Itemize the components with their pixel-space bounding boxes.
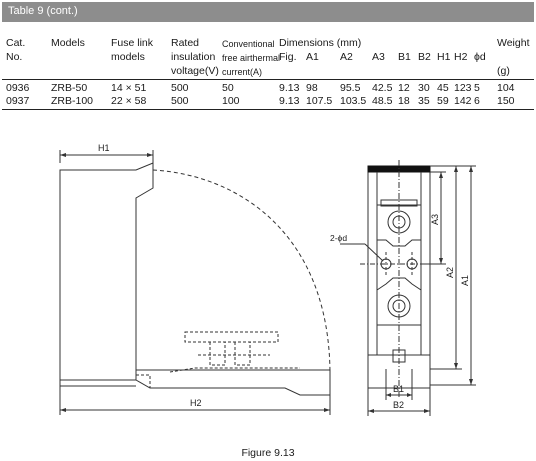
b1-arrow-right <box>407 393 412 397</box>
h1-arrow-left <box>60 153 66 157</box>
row1-fig: 9.13 <box>279 82 300 94</box>
header-rated-3: voltage(V) <box>171 65 219 77</box>
row2-rated: 500 <box>171 95 189 107</box>
h2-label: H2 <box>190 398 202 408</box>
row1-current: 50 <box>222 82 234 94</box>
a3-arrow-bottom <box>439 258 443 264</box>
header-rated-1: Rated <box>171 37 200 49</box>
b1-label: B1 <box>393 384 405 394</box>
header-weight-2: (g) <box>497 65 510 77</box>
header-rated-2: insulation <box>171 51 216 63</box>
base-rail <box>136 370 330 395</box>
b1-arrow-left <box>386 393 391 397</box>
h1-label: H1 <box>98 143 110 153</box>
specification-table <box>0 0 536 140</box>
row2-h2: 142 <box>454 95 472 107</box>
header-h1: H1 <box>437 51 451 63</box>
header-b2: B2 <box>418 51 431 63</box>
row1-a3: 42.5 <box>372 82 393 94</box>
figure-caption: Figure 9.13 <box>241 447 295 459</box>
figure-drawing <box>0 140 536 440</box>
row2-fig: 9.13 <box>279 95 300 107</box>
h1-arrow-right <box>147 153 153 157</box>
row2-cat: 0937 <box>6 95 30 107</box>
header-rule <box>2 79 534 80</box>
h2-arrow-right <box>324 408 330 412</box>
clip-mechanism <box>170 332 300 372</box>
header-conventional-2: free airthermal <box>222 53 281 63</box>
header-weight-1: Weight <box>497 37 530 49</box>
header-cat-1: Cat. <box>6 37 26 49</box>
header-fuse-2: models <box>111 51 145 63</box>
row1-h2: 123 <box>454 82 472 94</box>
row1-model: ZRB-50 <box>51 82 88 94</box>
hole-label: 2-ϕd <box>330 233 348 243</box>
header-a1: A1 <box>306 51 319 63</box>
header-phid: ϕd <box>474 51 486 63</box>
row2-fuse: 22 × 58 <box>111 95 147 107</box>
a3-label: A3 <box>430 213 440 225</box>
row2-model: ZRB-100 <box>51 95 94 107</box>
a2-arrow-top <box>454 166 458 172</box>
header-b1: B1 <box>398 51 411 63</box>
header-a2: A2 <box>340 51 353 63</box>
header-conventional-3: current(A) <box>222 67 263 77</box>
header-fig: Fig. <box>279 51 297 63</box>
table-title-bar <box>2 2 534 22</box>
row2-a1: 107.5 <box>306 95 333 107</box>
table-title: Table 9 (cont.) <box>8 5 78 17</box>
a1-arrow-top <box>469 166 473 172</box>
h2-arrow-left <box>60 408 66 412</box>
row1-b1: 12 <box>398 82 410 94</box>
header-a3: A3 <box>372 51 385 63</box>
carrier-base-edge <box>60 380 136 386</box>
row2-b2: 35 <box>418 95 430 107</box>
header-fuse-1: Fuse link <box>111 37 154 49</box>
row2-current: 100 <box>222 95 240 107</box>
b2-arrow-right <box>424 409 430 413</box>
header-conventional-1: Conventional <box>222 39 275 49</box>
row1-phid: 5 <box>474 82 480 94</box>
bottom-rule <box>2 109 534 110</box>
side-view <box>60 143 330 415</box>
a3-arrow-top <box>439 172 443 178</box>
b2-arrow-left <box>368 409 374 413</box>
row2-a2: 103.5 <box>340 95 367 107</box>
a2-arrow-bottom <box>454 363 458 369</box>
row1-rated: 500 <box>171 82 189 94</box>
handle-swing-arc <box>153 170 330 375</box>
a1-label: A1 <box>460 274 470 286</box>
row1-a1: 98 <box>306 82 318 94</box>
carrier-body <box>60 163 153 380</box>
header-h2: H2 <box>454 51 468 63</box>
b2-label: B2 <box>393 400 405 410</box>
row1-weight: 104 <box>497 82 515 94</box>
header-models: Models <box>51 37 85 49</box>
header-dimensions: Dimensions (mm) <box>279 37 362 49</box>
row2-h1: 59 <box>437 95 449 107</box>
header-cat-2: No. <box>6 51 23 63</box>
row1-a2: 95.5 <box>340 82 361 94</box>
row2-a3: 48.5 <box>372 95 393 107</box>
row1-cat: 0936 <box>6 82 30 94</box>
a1-arrow-bottom <box>469 379 473 385</box>
row1-h1: 45 <box>437 82 449 94</box>
row2-phid: 6 <box>474 95 480 107</box>
row2-b1: 18 <box>398 95 410 107</box>
row2-weight: 150 <box>497 95 515 107</box>
row1-fuse: 14 × 51 <box>111 82 147 94</box>
row1-b2: 30 <box>418 82 430 94</box>
a2-label: A2 <box>445 266 455 278</box>
front-view <box>330 160 476 416</box>
